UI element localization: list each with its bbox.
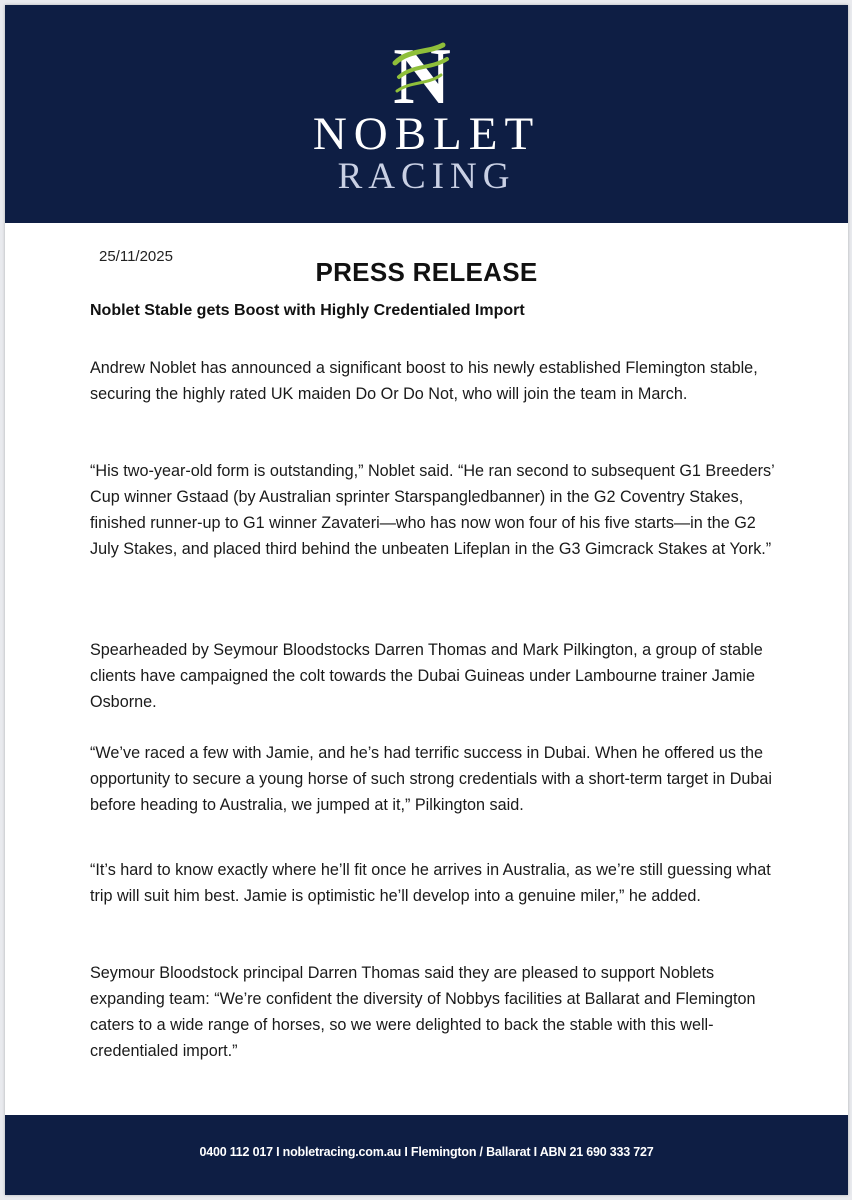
footer-banner <box>5 1115 848 1195</box>
paragraph-syndicate: Spearheaded by Seymour Bloodstocks Darren Thomas and Mark Pilkington, a group of stable clients have campaigned the colt towards the Dubai Guineas under Lambourne trainer Jamie Osborne. <box>90 641 763 711</box>
paragraph-noblet-quote: “His two-year-old form is outstanding,” Noblet said. “He ran second to subsequent G1 Breeders’ Cup winner Gstaad (by Australian sprinter Starspangledbanner) in the G2 Coventry Stakes, finished runner-up to G1 winner Zavateri—who has now won four of his five starts—in the G2 July Stakes, and placed third behind the unbeaten Lifeplan in the G3 Gimcrack Stakes at York.” <box>90 462 775 558</box>
brand-name-line2: RACING <box>337 156 516 197</box>
release-date: 25/11/2025 <box>99 248 173 265</box>
paragraph-miler: “It’s hard to know exactly where he’ll fit once he arrives in Australia, as we’re still guessing what trip will suit him best. Jamie is optimistic he’ll develop into a genuine miler,” he added. <box>90 861 771 905</box>
paragraph-thomas-quote: Seymour Bloodstock principal Darren Thomas said they are pleased to support Noblets expanding team: “We’re confident the diversity of Nobbys facilities at Ballarat and Flemington caters to a wide range of horses, so we were delighted to back the stable with this well-credentialed import.” <box>90 964 756 1060</box>
release-headline: Noblet Stable gets Boost with Highly Credentialed Import <box>90 302 525 319</box>
header-banner <box>5 5 848 223</box>
brand-name-line1: NOBLET <box>312 108 541 160</box>
page-title: PRESS RELEASE <box>315 257 538 287</box>
noblet-n-monogram-icon <box>387 35 457 109</box>
paragraph-intro: Andrew Noblet has announced a significant boost to his newly established Flemington stable, securing the highly rated UK maiden Do Or Do Not, who will join the team in March. <box>90 359 758 403</box>
svg-text:N: N <box>393 35 451 109</box>
paragraph-pilkington-quote: “We’ve raced a few with Jamie, and he’s had terrific success in Dubai. When he offered us the opportunity to secure a young horse of such strong credentials with a short-term target in Dubai before heading to Australia, we jumped at it,” Pilkington said. <box>90 744 773 814</box>
press-release-page <box>5 5 848 1195</box>
footer-contact-line: 0400 112 017 I nobletracing.com.au I Flemington / Ballarat I ABN 21 690 333 727 <box>199 1145 654 1159</box>
